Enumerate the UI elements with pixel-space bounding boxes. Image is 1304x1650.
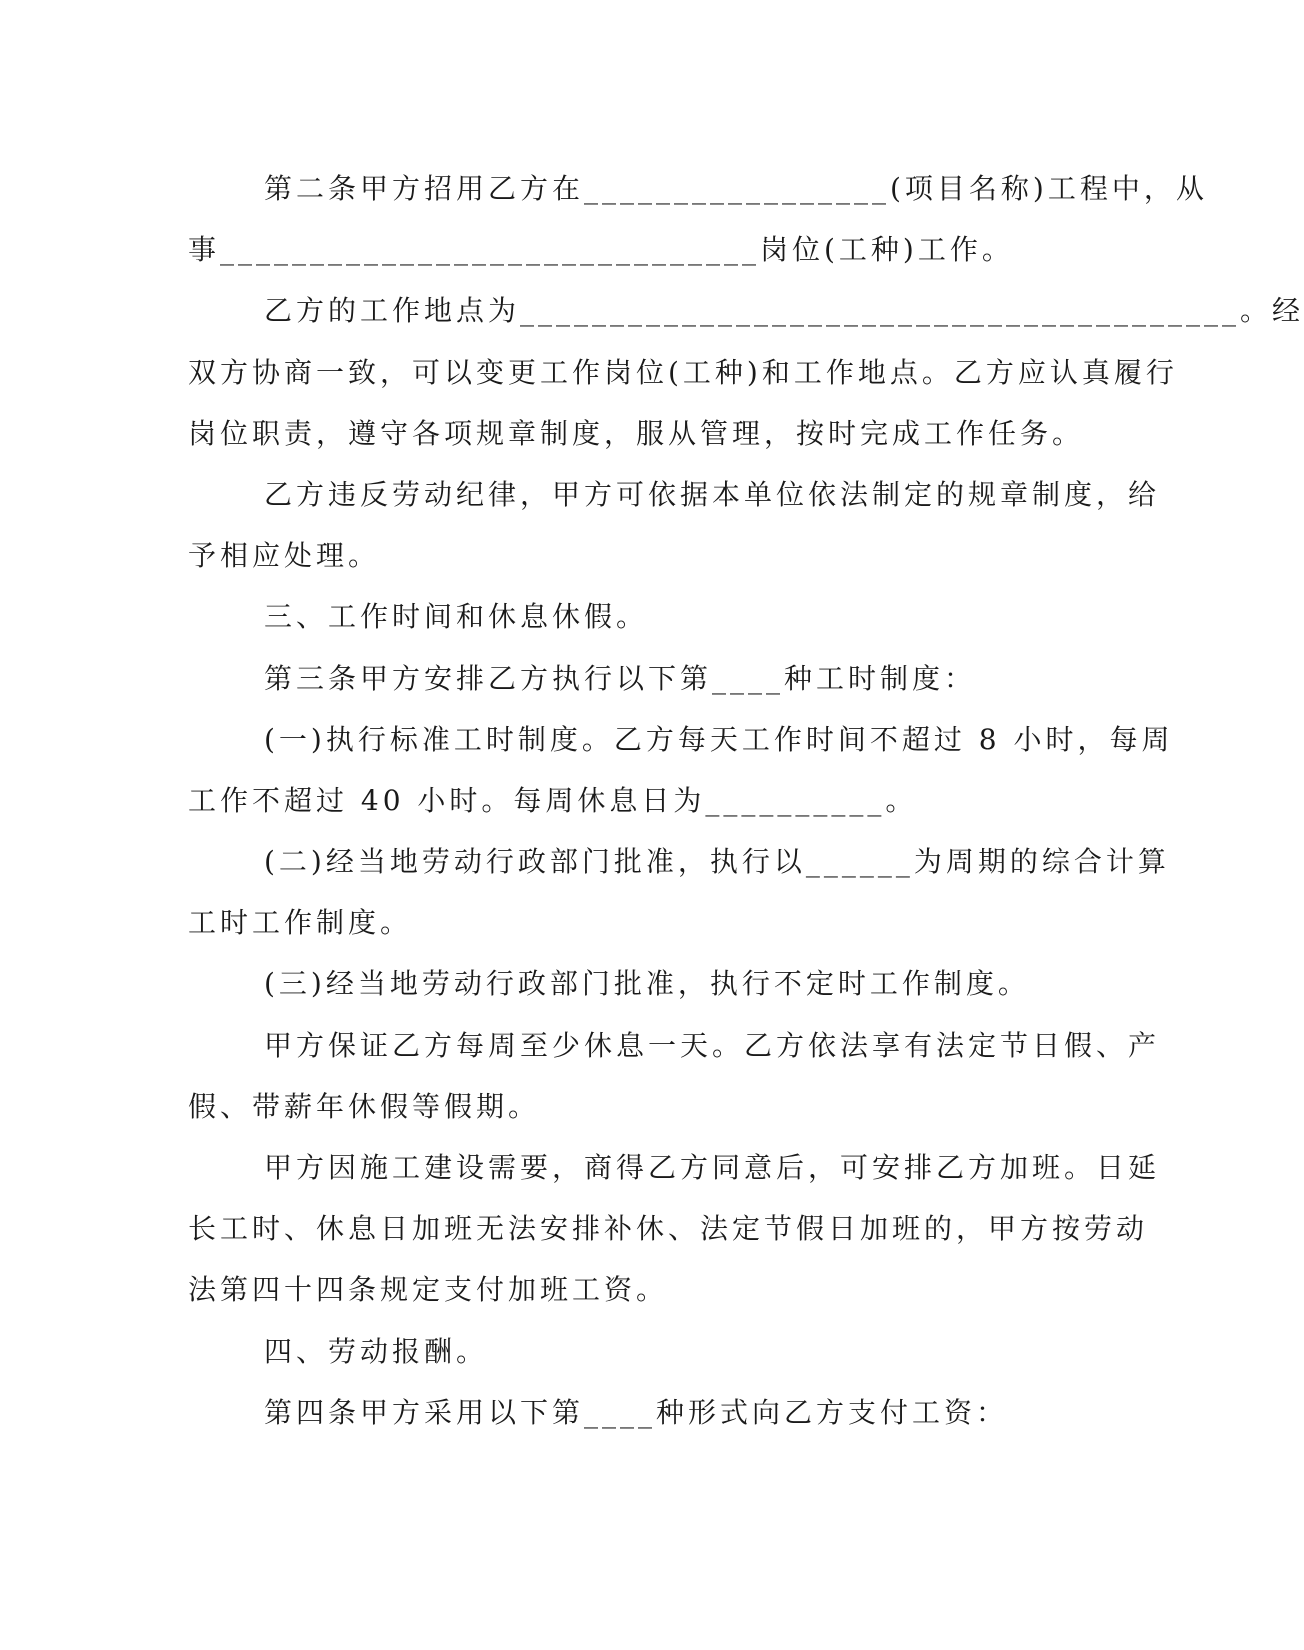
text-line: (三)经当地劳动行政部门批准，执行不定时工作制度。 <box>264 967 1030 1001</box>
text-line: 工作不超过 40 小时。每周休息日为__________。 <box>188 783 918 817</box>
text-line: 第三条甲方安排乙方执行以下第____种工时制度： <box>264 661 977 695</box>
text-line: 乙方违反劳动纪律，甲方可依据本单位依法制定的规章制度，给 <box>264 477 1161 511</box>
document-body <box>188 158 1304 1443</box>
text-line: 第二条甲方招用乙方在_________________(项目名称)工程中，从 <box>264 172 1208 205</box>
text-line: 双方协商一致，可以变更工作岗位(工种)和工作地点。乙方应认真履行 <box>188 355 1178 389</box>
text-line: 长工时、休息日加班无法安排补休、法定节假日加班的，甲方按劳动 <box>188 1212 1149 1246</box>
text-line: 甲方因施工建设需要，商得乙方同意后，可安排乙方加班。日延 <box>264 1151 1161 1184</box>
text-line: 岗位职责，遵守各项规章制度，服从管理，按时完成工作任务。 <box>188 416 1085 450</box>
text-line: 假、带薪年休假等假期。 <box>188 1089 541 1123</box>
section-heading: 三、工作时间和休息休假。 <box>264 600 649 634</box>
text-line: (一)执行标准工时制度。乙方每天工作时间不超过 8 小时，每周 <box>264 722 1174 756</box>
text-line: 事______________________________岗位(工种)工作。 <box>188 233 1014 267</box>
text-line: 乙方的工作地点为________________________________________。经 <box>264 294 1304 328</box>
text-line: 予相应处理。 <box>188 539 381 573</box>
text-line: 甲方保证乙方每周至少休息一天。乙方依法享有法定节日假、产 <box>264 1028 1161 1062</box>
text-line: 工时工作制度。 <box>188 906 413 940</box>
text-line: 法第四十四条规定支付加班工资。 <box>188 1273 669 1307</box>
section-heading: 四、劳动报酬。 <box>264 1334 489 1368</box>
text-line: (二)经当地劳动行政部门批准，执行以______为周期的综合计算 <box>264 845 1170 879</box>
text-line: 第四条甲方采用以下第____种形式向乙方支付工资： <box>264 1395 1009 1429</box>
